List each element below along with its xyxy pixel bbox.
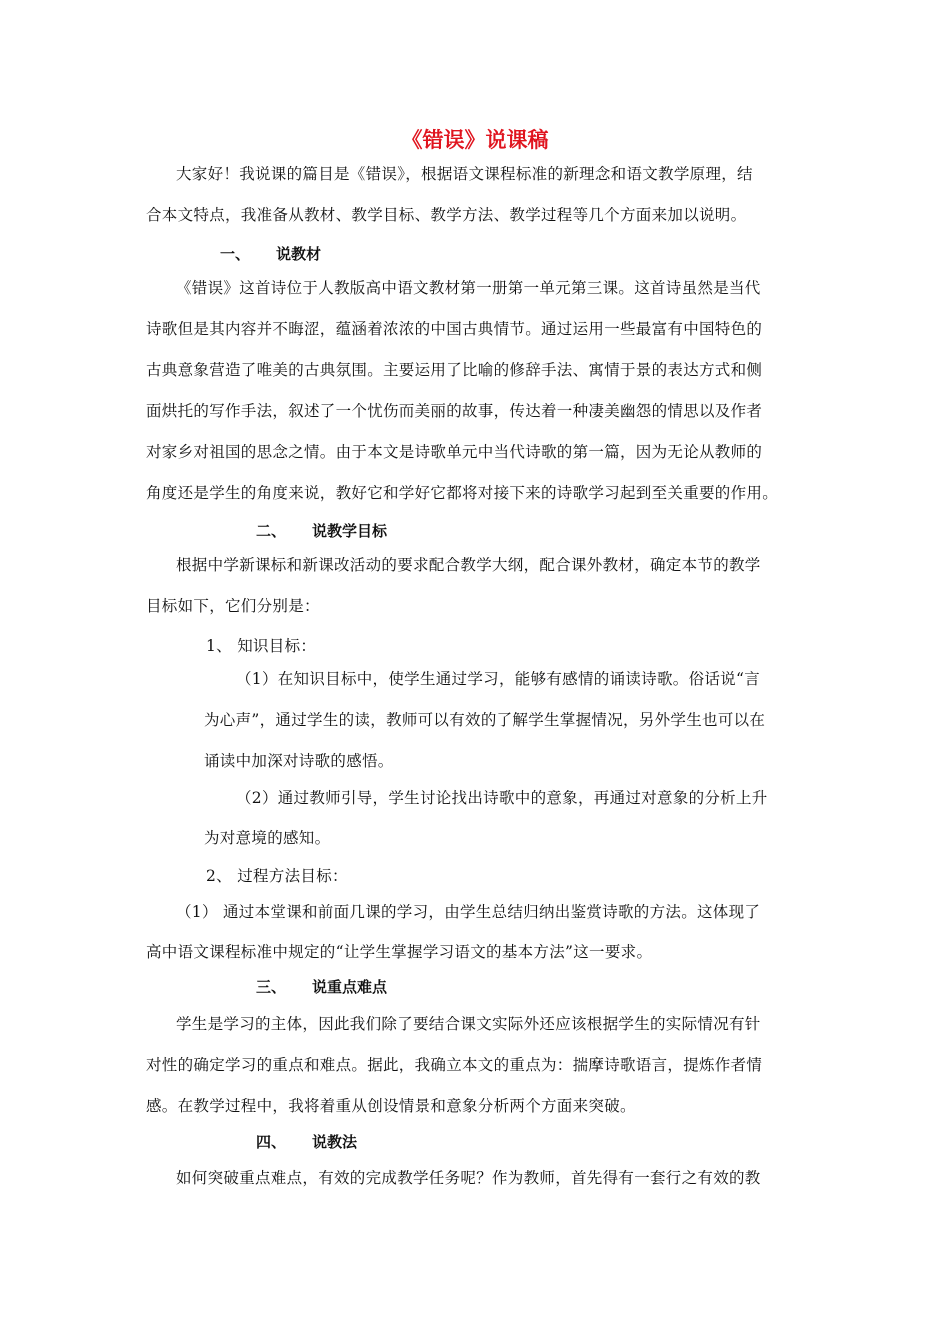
intro-line: 合本文特点，我准备从教材、教学目标、教学方法、教学过程等几个方面来加以说明。 bbox=[146, 206, 747, 224]
section-heading-2 bbox=[256, 520, 387, 541]
paragraph-line: 对性的确定学习的重点和难点。据此，我确立本文的重点为：揣摩诗歌语言，提炼作者情 bbox=[146, 1056, 763, 1074]
section-number: 三、 bbox=[256, 978, 287, 996]
subsection-heading-2: 2、 过程方法目标： bbox=[206, 867, 348, 885]
paragraph-line: 对家乡对祖国的思念之情。由于本文是诗歌单元中当代诗歌的第一篇，因为无论从教师的 bbox=[146, 443, 763, 461]
section-label: 说重点难点 bbox=[312, 978, 388, 996]
section-label: 说教材 bbox=[276, 245, 322, 263]
paragraph-line: 角度还是学生的角度来说，教好它和学好它都将对接下来的诗歌学习起到至关重要的作用。 bbox=[146, 484, 779, 502]
paragraph-line: 面烘托的写作手法，叙述了一个忧伤而美丽的故事，传达着一种凄美幽怨的情思以及作者 bbox=[146, 402, 763, 420]
document-title: 《错误》说课稿 bbox=[401, 128, 549, 152]
paragraph-line: 如何突破重点难点，有效的完成教学任务呢？作为教师，首先得有一套行之有效的教 bbox=[176, 1169, 761, 1187]
section-label: 说教学目标 bbox=[312, 522, 388, 540]
paragraph-line: 诵读中加深对诗歌的感悟。 bbox=[204, 752, 394, 770]
paragraph-line: 高中语文课程标准中规定的“让学生掌握学习语文的基本方法”这一要求。 bbox=[146, 943, 653, 961]
section-label: 说教法 bbox=[312, 1133, 358, 1151]
paragraph-line: 学生是学习的主体，因此我们除了要结合课文实际外还应该根据学生的实际情况有针 bbox=[176, 1015, 761, 1033]
paragraph-line: 诗歌但是其内容并不晦涩，蕴涵着浓浓的中国古典情节。通过运用一些最富有中国特色的 bbox=[146, 320, 763, 338]
paragraph-line: 为对意境的感知。 bbox=[204, 829, 331, 847]
section-number: 二、 bbox=[256, 522, 287, 540]
section-heading-1 bbox=[220, 243, 321, 264]
paragraph-line: 感。在教学过程中，我将着重从创设情景和意象分析两个方面来突破。 bbox=[146, 1097, 636, 1115]
subsection-heading-1: 1、 知识目标： bbox=[206, 637, 317, 655]
section-heading-3 bbox=[256, 976, 387, 997]
paragraph-line: （1）在知识目标中，使学生通过学习，能够有感情的诵读诗歌。俗话说“言 bbox=[236, 670, 760, 688]
paragraph-line: 目标如下，它们分别是： bbox=[146, 597, 320, 615]
paragraph-line: 根据中学新课标和新课改活动的要求配合教学大纲，配合课外教材，确定本节的教学 bbox=[176, 556, 761, 574]
paragraph-line: 《错误》这首诗位于人教版高中语文教材第一册第一单元第三课。这首诗虽然是当代 bbox=[176, 279, 761, 297]
intro-line: 大家好！我说课的篇目是《错误》，根据语文课程标准的新理念和语文教学原理，结 bbox=[176, 165, 753, 183]
section-heading-4 bbox=[256, 1131, 357, 1152]
section-number: 四、 bbox=[256, 1133, 287, 1151]
paragraph-line: （1） 通过本堂课和前面几课的学习，由学生总结归纳出鉴赏诗歌的方法。这体现了 bbox=[176, 903, 761, 921]
paragraph-line: 为心声”，通过学生的读，教师可以有效的了解学生掌握情况，另外学生也可以在 bbox=[204, 711, 766, 729]
paragraph-line: （2）通过教师引导，学生讨论找出诗歌中的意象，再通过对意象的分析上升 bbox=[236, 789, 768, 807]
paragraph-line: 古典意象营造了唯美的古典氛围。主要运用了比喻的修辞手法、寓情于景的表达方式和侧 bbox=[146, 361, 763, 379]
section-number: 一、 bbox=[220, 245, 251, 263]
